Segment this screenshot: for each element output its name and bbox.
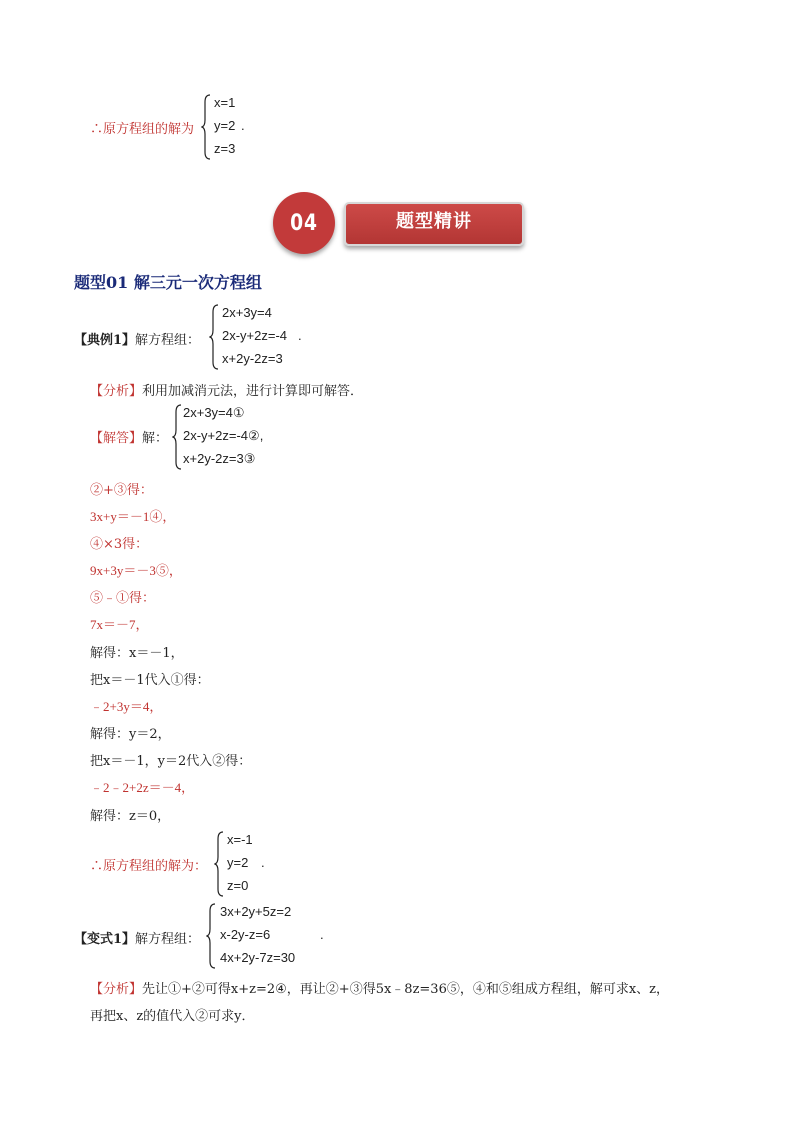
answer-tag: 【解答】 xyxy=(90,431,143,446)
analysis-text: 利用加减消元法，进行计算即可解答． xyxy=(142,384,364,399)
answer-eq-3: x+2y-2z=3③ xyxy=(183,451,256,466)
example1-eq-2: 2x-y+2z=-4 xyxy=(222,328,288,343)
step-9: ﹣2+3y＝4， xyxy=(90,699,163,714)
step-1: ②+③得： xyxy=(90,483,153,498)
step-8: 把x＝－1代入①得： xyxy=(90,673,210,688)
step-2: 3x+y＝－1④， xyxy=(90,509,176,524)
brace-icon xyxy=(172,404,182,470)
solution-eq-tail: . xyxy=(261,855,265,870)
section-banner-title: 题型精讲 xyxy=(396,211,472,232)
variant1-eq-3: 4x+2y-7z=30 xyxy=(220,950,296,965)
example1-answer-heading xyxy=(90,427,168,446)
variant1-system xyxy=(206,903,336,969)
variant1-analysis-line2: 再把x、z的值代入②可求y． xyxy=(90,1009,255,1024)
brace-icon xyxy=(206,903,216,969)
example1-system xyxy=(209,304,329,370)
step-11: 把x＝－1，y＝2代入②得： xyxy=(90,754,252,769)
variant1-eq-tail: . xyxy=(320,927,324,942)
brace-icon xyxy=(214,831,224,897)
prev-solution-label: ∴原方程组的解为 xyxy=(90,122,195,137)
example1-solution-system xyxy=(214,831,294,897)
example1-analysis xyxy=(90,380,363,399)
prev-eq-2: y=2 xyxy=(214,118,236,133)
step-5: ⑤﹣①得： xyxy=(90,591,156,606)
variant1-eq-1: 3x+2y+5z=2 xyxy=(220,904,292,919)
answer-prompt: 解： xyxy=(142,431,169,446)
example1-eq-1: 2x+3y=4 xyxy=(222,305,272,320)
variant1-prompt: 解方程组： xyxy=(135,932,201,947)
example1-solution-label: ∴原方程组的解为： xyxy=(90,859,208,874)
step-7: 解得：x＝－1， xyxy=(90,646,184,661)
step-12: ﹣2﹣2+2z＝－4， xyxy=(90,780,195,795)
section-number: 04 xyxy=(290,211,318,236)
example1-answer-system xyxy=(172,404,302,470)
example1-prompt: 解方程组： xyxy=(135,333,201,348)
answer-eq-1: 2x+3y=4① xyxy=(183,405,245,420)
variant1-tag: 【变式1】 xyxy=(74,932,136,947)
prev-eq-tail: . xyxy=(241,118,245,133)
prev-solution-system xyxy=(201,94,261,160)
variant1-eq-2: x-2y-z=6 xyxy=(220,927,271,942)
brace-icon xyxy=(209,304,219,370)
step-4: 9x+3y＝－3⑤， xyxy=(90,563,182,578)
prev-eq-1: x=1 xyxy=(214,95,236,110)
step-6: 7x＝－7， xyxy=(90,617,149,632)
variant1-analysis-tag: 【分析】 xyxy=(90,982,143,997)
solution-eq-1: x=-1 xyxy=(227,832,253,847)
analysis-tag: 【分析】 xyxy=(90,384,143,399)
solution-eq-2: y=2 xyxy=(227,855,249,870)
step-13: 解得：z＝0， xyxy=(90,809,171,824)
example1-eq-3: x+2y-2z=3 xyxy=(222,351,283,366)
step-3: ④×3得： xyxy=(90,537,149,552)
brace-icon xyxy=(201,94,211,160)
answer-eq-2: 2x-y+2z=-4②, xyxy=(183,428,264,443)
example1-eq-tail: . xyxy=(298,328,302,343)
variant1-analysis-text: 先让①+②可得x+z=2④，再让②+③得5x﹣8z=36⑤，④和⑤组成方程组，解可求x、z， xyxy=(142,982,670,997)
example1-tag: 【典例1】 xyxy=(74,333,136,348)
prev-eq-3: z=3 xyxy=(214,141,236,156)
example1-heading xyxy=(74,329,200,348)
step-10: 解得：y＝2， xyxy=(90,727,171,742)
variant1-analysis-line1 xyxy=(90,978,669,997)
variant1-heading xyxy=(74,928,200,947)
section-title: 题型01 解三元一次方程组 xyxy=(74,273,262,292)
solution-eq-3: z=0 xyxy=(227,878,249,893)
